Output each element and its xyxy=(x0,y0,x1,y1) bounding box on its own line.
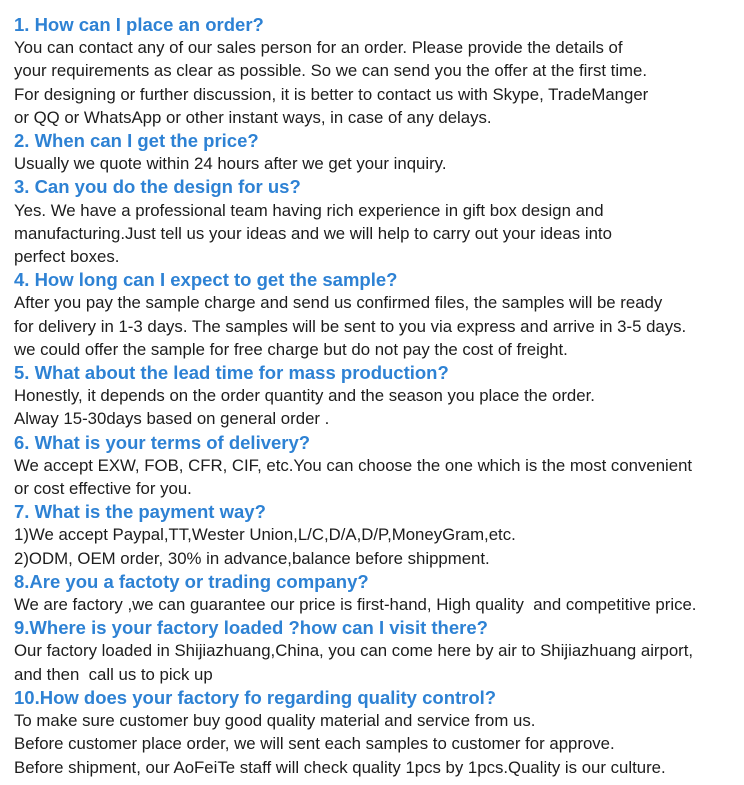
faq-answer-line: perfect boxes. xyxy=(14,247,120,267)
faq-question: 10.How does your factory fo regarding quality control? xyxy=(14,686,497,708)
faq-answer-line: and then call us to pick up xyxy=(14,664,213,684)
faq-answer-line: Before customer place order, we will sent each samples to customer for approve. xyxy=(14,734,615,754)
faq-answer-line: or QQ or WhatsApp or other instant ways, in case of any delays. xyxy=(14,107,492,127)
faq-answer-line: To make sure customer buy good quality material and service from us. xyxy=(14,711,536,731)
faq-section xyxy=(14,361,736,431)
faq-section xyxy=(14,616,736,686)
faq-answer-line: After you pay the sample charge and send us confirmed files, the samples will be ready xyxy=(14,293,663,313)
faq-section xyxy=(14,268,736,361)
faq-question: 1. How can I place an order? xyxy=(14,14,264,35)
faq-section xyxy=(14,175,736,268)
faq-answer-line: Yes. We have a professional team having rich experience in gift box design and xyxy=(14,200,604,220)
faq-question: 2. When can I get the price? xyxy=(14,130,259,152)
faq-section xyxy=(14,13,736,129)
faq-answer-line: Alway 15-30days based on general order . xyxy=(14,409,330,429)
faq-answer-line: We are factory ,we can guarantee our price is first-hand, High quality and competitive price. xyxy=(14,595,697,615)
faq-section xyxy=(14,129,736,175)
faq-section xyxy=(14,570,736,616)
faq-answer-line: We accept EXW, FOB, CFR, CIF, etc.You can choose the one which is the most convenient xyxy=(14,455,693,475)
faq-answer-line: For designing or further discussion, it is better to contact us with Skype, TradeManger xyxy=(14,84,649,104)
faq-question: 3. Can you do the design for us? xyxy=(14,176,301,198)
faq-answer-line: for delivery in 1-3 days. The samples will be sent to you via express and arrive in 3-5 days. xyxy=(14,316,687,336)
faq-answer-line: or cost effective for you. xyxy=(14,479,192,499)
faq-section xyxy=(14,500,736,570)
faq-question: 5. What about the lead time for mass production? xyxy=(14,362,449,384)
faq-answer-line: we could offer the sample for free charge but do not pay the cost of freight. xyxy=(14,339,568,359)
faq-answer-line: You can contact any of our sales person for an order. Please provide the details of xyxy=(14,38,623,58)
faq-question: 7. What is the payment way? xyxy=(14,501,266,523)
faq-question: 8.Are you a factoty or trading company? xyxy=(14,570,369,592)
faq-answer-line: Before shipment, our AoFeiTe staff will check quality 1pcs by 1pcs.Quality is our culture. xyxy=(14,757,666,777)
faq-question: 6. What is your terms of delivery? xyxy=(14,431,311,453)
faq-answer-line: 1)We accept Paypal,TT,Wester Union,L/C,D/A,D/P,MoneyGram,etc. xyxy=(14,525,516,545)
faq-answer-line: your requirements as clear as possible. So we can send you the offer at the first time. xyxy=(14,61,648,81)
faq-question: 9.Where is your factory loaded ?how can I visit there? xyxy=(14,617,488,639)
faq-answer-line: manufacturing.Just tell us your ideas and we will help to carry out your ideas into xyxy=(14,223,612,243)
faq-answer-line: 2)ODM, OEM order, 30% in advance,balance before shippment. xyxy=(14,548,490,568)
faq-section xyxy=(14,686,736,779)
faq-answer-line: Our factory loaded in Shijiazhuang,China, you can come here by air to Shijiazhuang airport, xyxy=(14,641,694,661)
faq-question: 4. How long can I expect to get the sample? xyxy=(14,269,398,291)
faq-section xyxy=(14,431,736,501)
faq-answer-line: Honestly, it depends on the order quantity and the season you place the order. xyxy=(14,386,595,406)
faq-answer-line: Usually we quote within 24 hours after we get your inquiry. xyxy=(14,154,447,174)
